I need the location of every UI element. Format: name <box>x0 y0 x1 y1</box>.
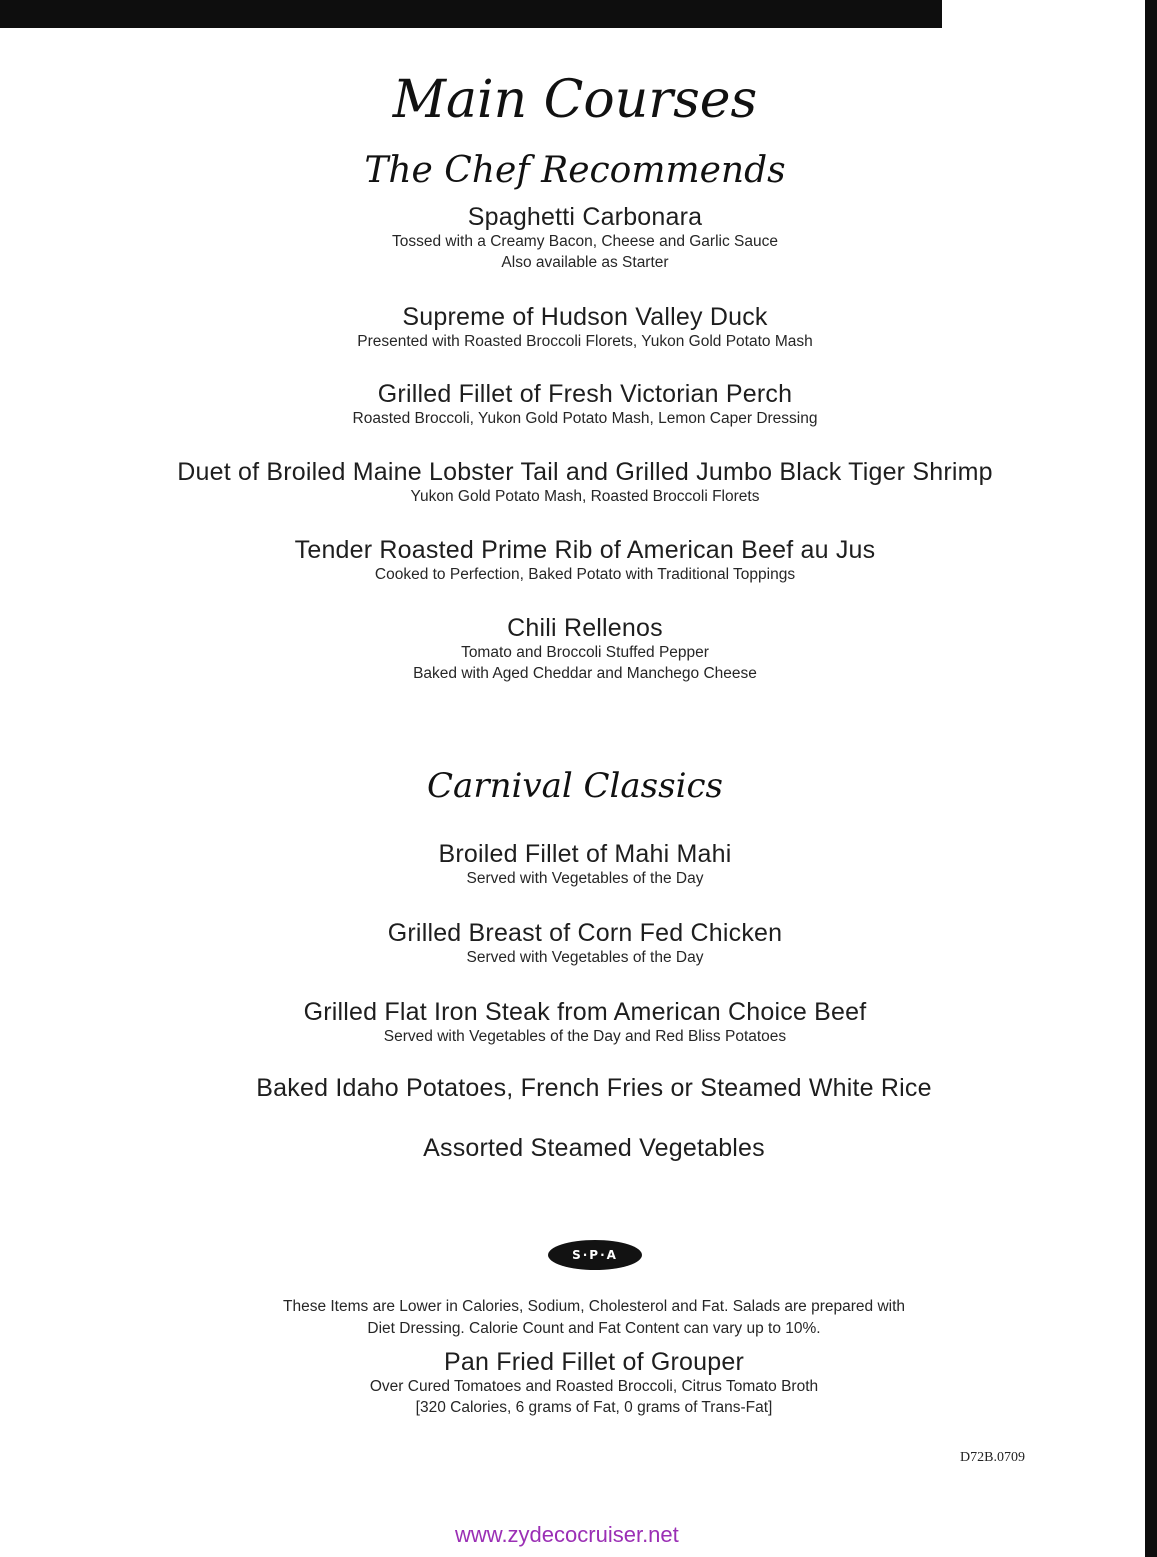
menu-item-description: Presented with Roasted Broccoli Florets, Yukon Gold Potato Mash <box>357 333 813 350</box>
menu-item <box>0 303 1157 352</box>
menu-item-description: [320 Calories, 6 grams of Fat, 0 grams of Trans-Fat] <box>415 1399 773 1416</box>
menu-item <box>0 458 1157 507</box>
menu-item-description: Yukon Gold Potato Mash, Roasted Broccoli Florets <box>410 488 760 505</box>
menu-item-name: Tender Roasted Prime Rib of American Beef au Jus <box>294 536 876 564</box>
watermark-link[interactable]: www.zydecocruiser.net <box>455 1522 679 1547</box>
menu-item-name: Grilled Flat Iron Steak from American Choice Beef <box>303 998 867 1026</box>
spa-note <box>0 1296 1157 1340</box>
menu-item <box>0 919 1157 968</box>
spa-logo <box>548 1240 642 1270</box>
menu-item <box>0 203 1157 273</box>
menu-item-name: Spaghetti Carbonara <box>467 203 703 231</box>
menu-item <box>0 840 1157 889</box>
menu-item <box>0 380 1157 429</box>
menu-item <box>0 536 1157 585</box>
menu-item-name: Baked Idaho Potatoes, French Fries or Steamed White Rice <box>256 1074 932 1102</box>
menu-item <box>0 614 1157 684</box>
menu-item-name: Broiled Fillet of Mahi Mahi <box>438 840 732 868</box>
menu-item-description: Baked with Aged Cheddar and Manchego Cheese <box>413 665 757 682</box>
menu-item-description: Also available as Starter <box>501 254 669 271</box>
menu-item-description: Tomato and Broccoli Stuffed Pepper <box>461 644 709 661</box>
menu-item-name: Supreme of Hudson Valley Duck <box>402 303 768 331</box>
section-heading-carnival-classics: Carnival Classics <box>427 766 723 806</box>
menu-item-name: Pan Fried Fillet of Grouper <box>444 1348 744 1376</box>
menu-item <box>0 1074 1157 1102</box>
menu-item-description: Served with Vegetables of the Day and Red Bliss Potatoes <box>383 1028 787 1045</box>
menu-title: Main Courses <box>392 70 758 130</box>
menu-item-name: Grilled Fillet of Fresh Victorian Perch <box>377 380 793 408</box>
menu-item-name: Assorted Steamed Vegetables <box>423 1134 765 1162</box>
menu-item-spa <box>0 1348 1157 1418</box>
section-heading-chef-recommends: The Chef Recommends <box>364 150 786 191</box>
spa-note-line: These Items are Lower in Calories, Sodium, Cholesterol and Fat. Salads are prepared with <box>282 1298 906 1315</box>
menu-item-name: Grilled Breast of Corn Fed Chicken <box>387 919 783 947</box>
menu-item-description: Over Cured Tomatoes and Roasted Broccoli, Citrus Tomato Broth <box>369 1378 819 1395</box>
menu-item-name: Duet of Broiled Maine Lobster Tail and Grilled Jumbo Black Tiger Shrimp <box>177 458 993 486</box>
menu-item-description: Roasted Broccoli, Yukon Gold Potato Mash, Lemon Caper Dressing <box>352 410 818 427</box>
menu-code: D72B.0709 <box>960 1450 1025 1465</box>
menu-item-name: Chili Rellenos <box>507 614 663 642</box>
menu-item-description: Served with Vegetables of the Day <box>466 870 704 887</box>
menu-item-description: Cooked to Perfection, Baked Potato with Traditional Toppings <box>374 566 796 583</box>
menu-item <box>0 1134 1157 1162</box>
menu-item <box>0 998 1157 1047</box>
menu-item-description: Tossed with a Creamy Bacon, Cheese and Garlic Sauce <box>392 233 778 250</box>
spa-note-line: Diet Dressing. Calorie Count and Fat Content can vary up to 10%. <box>367 1320 821 1337</box>
menu-item-description: Served with Vegetables of the Day <box>466 949 704 966</box>
spa-logo-text: S·P·A <box>572 1248 618 1262</box>
